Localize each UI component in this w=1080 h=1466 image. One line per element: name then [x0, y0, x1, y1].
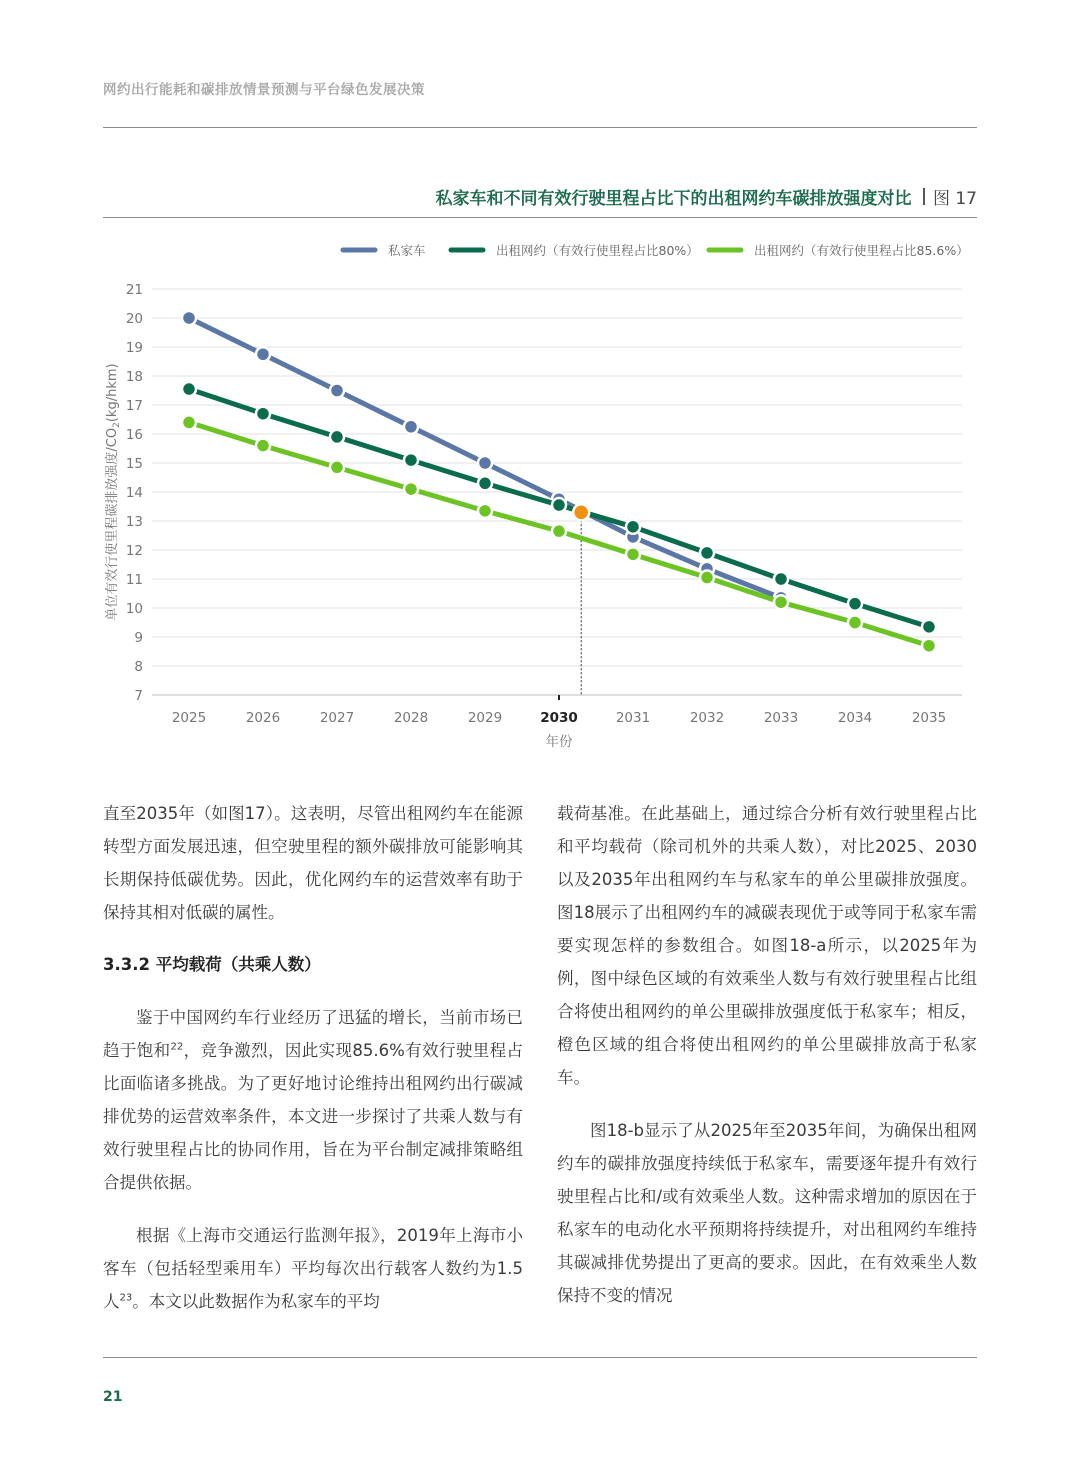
series-point-1 — [330, 384, 344, 398]
y-tick-label: 20 — [125, 311, 143, 327]
y-tick-label: 19 — [125, 340, 143, 356]
legend-label: 私家车 — [388, 243, 426, 258]
paragraph — [103, 1219, 523, 1318]
header-rule — [103, 127, 977, 128]
x-axis-label: 年份 — [545, 734, 573, 750]
legend-label: 出租网约（有效行使里程占比80%） — [496, 243, 699, 258]
y-tick-label: 12 — [125, 543, 143, 559]
x-tick-label: 2034 — [837, 710, 873, 726]
footer-rule — [103, 1357, 977, 1358]
legend-label: 出租网约（有效行使里程占比85.6%） — [754, 243, 969, 258]
series-point-3 — [626, 547, 640, 561]
x-tick-label: 2025 — [171, 710, 207, 726]
series-point-1 — [404, 420, 418, 434]
x-tick-label: 2026 — [245, 710, 281, 726]
y-tick-label: 17 — [125, 398, 143, 414]
figure-rule — [103, 217, 977, 218]
series-point-3 — [700, 571, 714, 585]
text-run: 。本文以此数据作为私家车的平均 — [132, 1292, 380, 1311]
crossover-point — [573, 504, 589, 520]
y-tick-label: 21 — [125, 282, 143, 298]
y-tick-label: 14 — [125, 485, 143, 501]
y-tick-label: 18 — [125, 369, 143, 385]
x-tick-label: 2028 — [393, 710, 429, 726]
text-run: ，竞争激烈，因此实现85.6%有效行驶里程占比面临诸多挑战。为了更好地讨论维持出租网约出行碳减排优势的运营效率条件，本文进一步探讨了共乘人数与有效行驶里程占比的协同作用，旨在为平台制定减排策略组合提供依据。 — [103, 1041, 524, 1192]
series-point-3 — [774, 595, 788, 609]
paragraph: 图18-b显示了从2025年至2035年间，为确保出租网约车的碳排放强度持续低于私家车，需要逐年提升有效行驶里程占比和/或有效乘坐人数。这种需求增加的原因在于私家车的电动化水平预期将持续提升，对出租网约车维持其碳减排优势提出了更高的要求。因此，在有效乘坐人数保持不变的情况 — [557, 1121, 977, 1305]
y-tick-label: 7 — [134, 688, 143, 704]
series-point-2 — [330, 430, 344, 444]
page-number: 21 — [103, 1389, 123, 1405]
series-point-3 — [404, 482, 418, 496]
series-point-2 — [478, 476, 492, 490]
figure-number: 图 17 — [932, 188, 977, 209]
paragraph: 直至2035年（如图17）。这表明，尽管出租网约车在能源转型方面发展迅速，但空驶里程的额外碳排放可能影响其长期保持低碳优势。因此，优化网约车的运营效率有助于保持其相对低碳的属性。 — [103, 804, 523, 922]
right-column — [557, 797, 977, 1312]
x-tick-label: 2029 — [467, 710, 503, 726]
series-point-2 — [848, 597, 862, 611]
text-run: 根据《上海市交通运行监测年报》，2019年上海市小客车（包括轻型乘用车）平均每次出行载客人数约为1.5人 — [103, 1226, 523, 1311]
y-tick-label: 9 — [134, 630, 143, 646]
section-heading: 3.3.2 平均载荷（共乘人数） — [103, 955, 321, 974]
series-point-3 — [256, 439, 270, 453]
left-column — [103, 797, 523, 1318]
paragraph: 载荷基准。在此基础上，通过综合分析有效行驶里程占比和平均载荷（除司机外的共乘人数），对比2025、2030以及2035年出租网约车与私家车的单公里碳排放强度。图18展示了出租网约车的减碳表现优于或等同于私家车需要实现怎样的参数组合。如图18-a所示，以2025年为例，图中绿色区域的有效乘坐人数与有效行驶里程占比组合将使出租网约的单公里碳排放强度低于私家车；相反，橙色区域的组合将使出租网约的单公里碳排放高于私家车。 — [557, 804, 977, 1087]
running-header: 网约出行能耗和碳排放情景预测与平台绿色发展决策 — [103, 82, 425, 98]
text-run: 鉴于中国网约车行业经历了迅猛的增长，当前市场已趋于饱和 — [103, 1008, 523, 1060]
y-tick-label: 13 — [125, 514, 143, 530]
series-point-1 — [256, 347, 270, 361]
series-point-2 — [774, 572, 788, 586]
y-axis-label: 单位有效行使里程碳排放强度$/CO_2(kg/hkm)$ — [105, 363, 122, 621]
series-point-3 — [922, 639, 936, 653]
series-point-3 — [478, 504, 492, 518]
caption-separator — [923, 188, 925, 205]
series-point-2 — [626, 520, 640, 534]
paragraph — [103, 1001, 523, 1199]
y-tick-label: 11 — [125, 572, 143, 588]
series-point-1 — [478, 456, 492, 470]
series-point-3 — [182, 415, 196, 429]
y-tick-label: 15 — [125, 456, 143, 472]
series-point-2 — [552, 498, 566, 512]
series-point-2 — [700, 546, 714, 560]
footnote-ref: 22 — [170, 1041, 184, 1053]
x-tick-label: 2033 — [763, 710, 799, 726]
line-chart — [90, 232, 990, 762]
x-tick-label: 2035 — [911, 710, 947, 726]
x-tick-label: 2031 — [615, 710, 651, 726]
series-point-3 — [552, 524, 566, 538]
footnote-ref: 23 — [119, 1292, 133, 1304]
series-point-2 — [404, 453, 418, 467]
series-point-3 — [848, 616, 862, 630]
figure-caption — [435, 183, 977, 209]
figure-title: 私家车和不同有效行驶里程占比下的出租网约车碳排放强度对比 — [435, 188, 912, 209]
legend — [343, 243, 969, 258]
series-point-1 — [182, 311, 196, 325]
y-tick-label: 8 — [134, 659, 143, 675]
x-tick-label: 2030 — [540, 710, 578, 726]
series-point-2 — [256, 407, 270, 421]
x-tick-label: 2027 — [319, 710, 355, 726]
series-point-3 — [330, 460, 344, 474]
y-tick-label: 10 — [125, 601, 143, 617]
x-tick-label: 2032 — [689, 710, 725, 726]
y-tick-label: 16 — [125, 427, 143, 443]
series-point-2 — [922, 620, 936, 634]
series-point-2 — [182, 382, 196, 396]
